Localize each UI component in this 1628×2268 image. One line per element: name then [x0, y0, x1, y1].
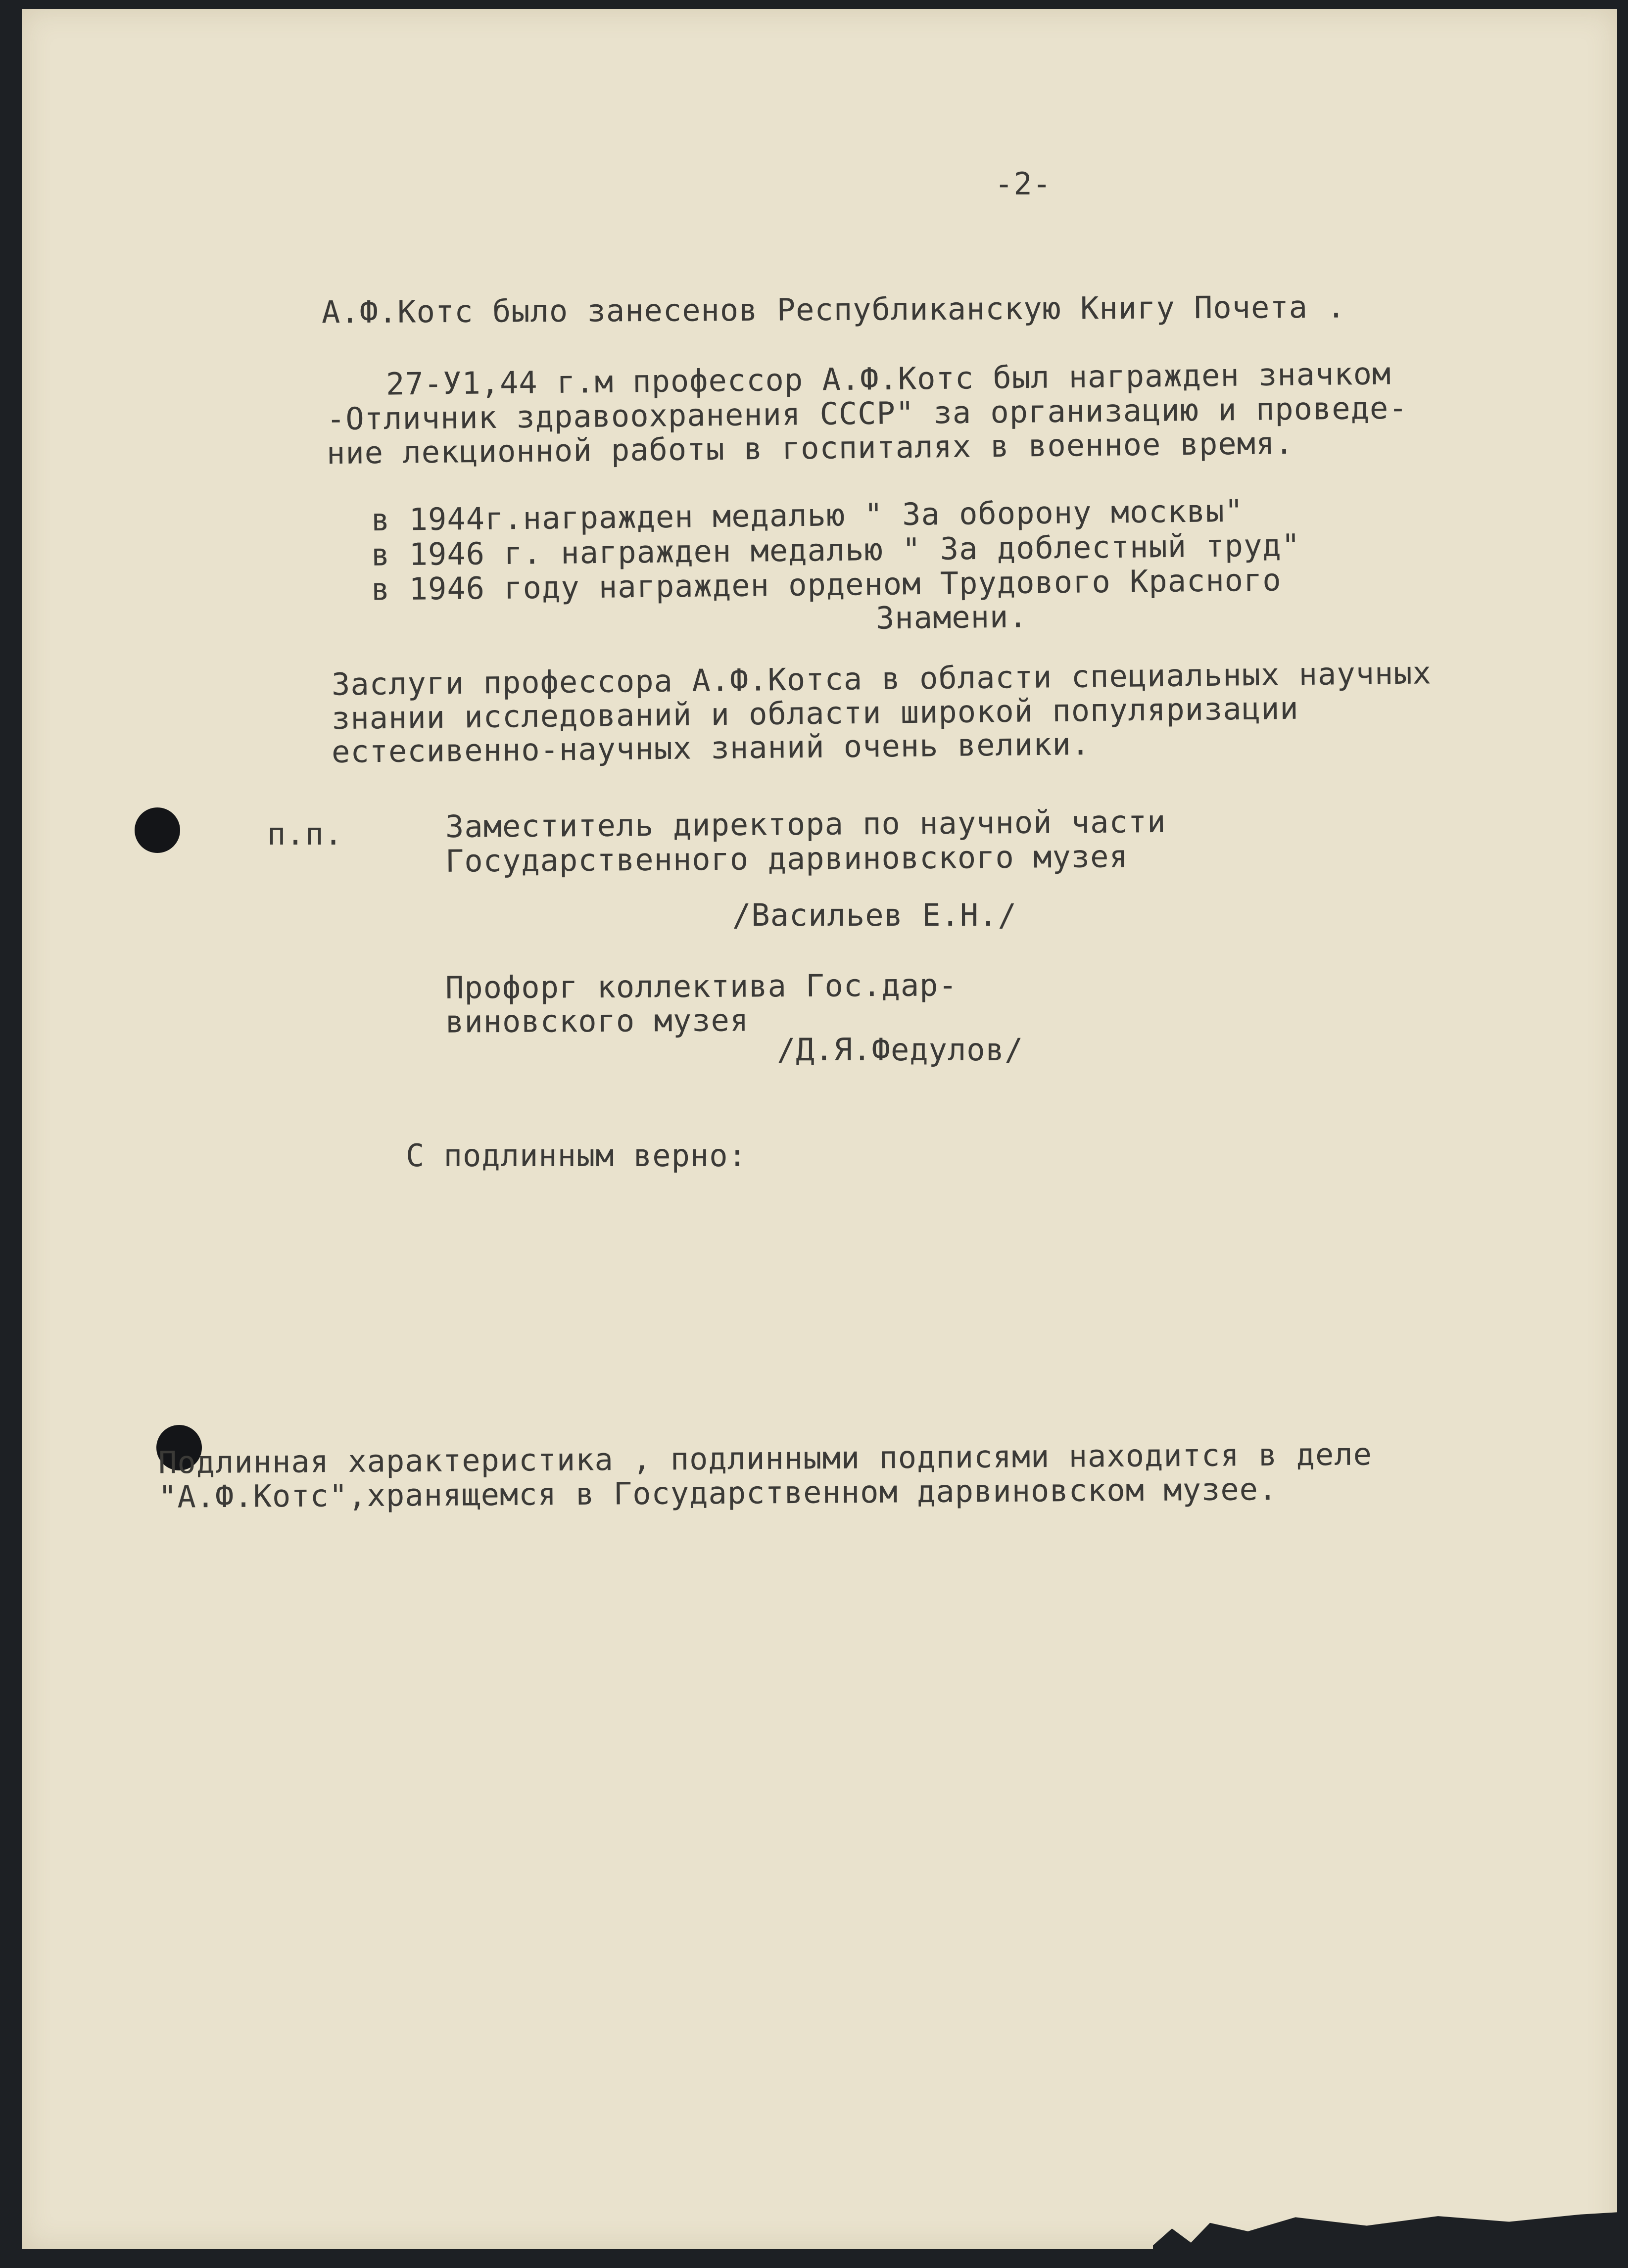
deputy-name: /Васильев Е.Н./ [732, 897, 1017, 933]
deputy-title-line: Государственного дарвиновского музея [445, 838, 1129, 879]
page-number: -2- [995, 166, 1052, 202]
award-line: в 1944г.награжден медалью " За оборону москвы" [371, 492, 1244, 538]
punch-hole [135, 807, 180, 853]
badge-paragraph-line: 27-У1,44 г.м профессор А.Ф.Котс был награжден значком [385, 355, 1391, 402]
proforg-title-line: виновского музея [445, 1002, 749, 1040]
document-sheet [22, 9, 1617, 2249]
pp-mark: п.п. [267, 816, 343, 852]
proforg-title-line: Профорг коллектива Гос.дар- [445, 967, 958, 1006]
award-line: Знамени. [875, 598, 1028, 636]
deputy-title-line: Заместитель директора по научной части [445, 803, 1166, 845]
award-line: в 1946 г. награжден медалью " За доблестный труд" [371, 527, 1301, 573]
badge-paragraph-line: -Отличник здравоохранения СССР" за организацию и проведе- [326, 389, 1408, 437]
award-line: в 1946 году награжден орденом Трудового Красного [371, 562, 1282, 608]
merits-paragraph-line: Заслуги профессора А.Ф.Котса в области специальных научных [331, 655, 1432, 703]
footnote-line: "А.Ф.Котс",хранящемся в Государственном дарвиновском музее. [158, 1471, 1278, 1515]
badge-paragraph-line: ние лекционной работы в госпиталях в военное время. [326, 425, 1294, 472]
certification-line: С подлинным верно: [406, 1137, 747, 1174]
honor-book-line: А.Ф.Котс было занесенов Республиканскую Книгу Почета . [321, 288, 1346, 331]
merits-paragraph-line: знании исследований и области широкой популяризации [331, 690, 1299, 737]
merits-paragraph-line: естесивенно-научных знаний очень велики. [331, 725, 1091, 770]
footnote-line: Подлинная характеристика , подлинными подписями находится в деле [158, 1436, 1373, 1481]
proforg-name: /Д.Я.Федулов/ [777, 1032, 1024, 1068]
